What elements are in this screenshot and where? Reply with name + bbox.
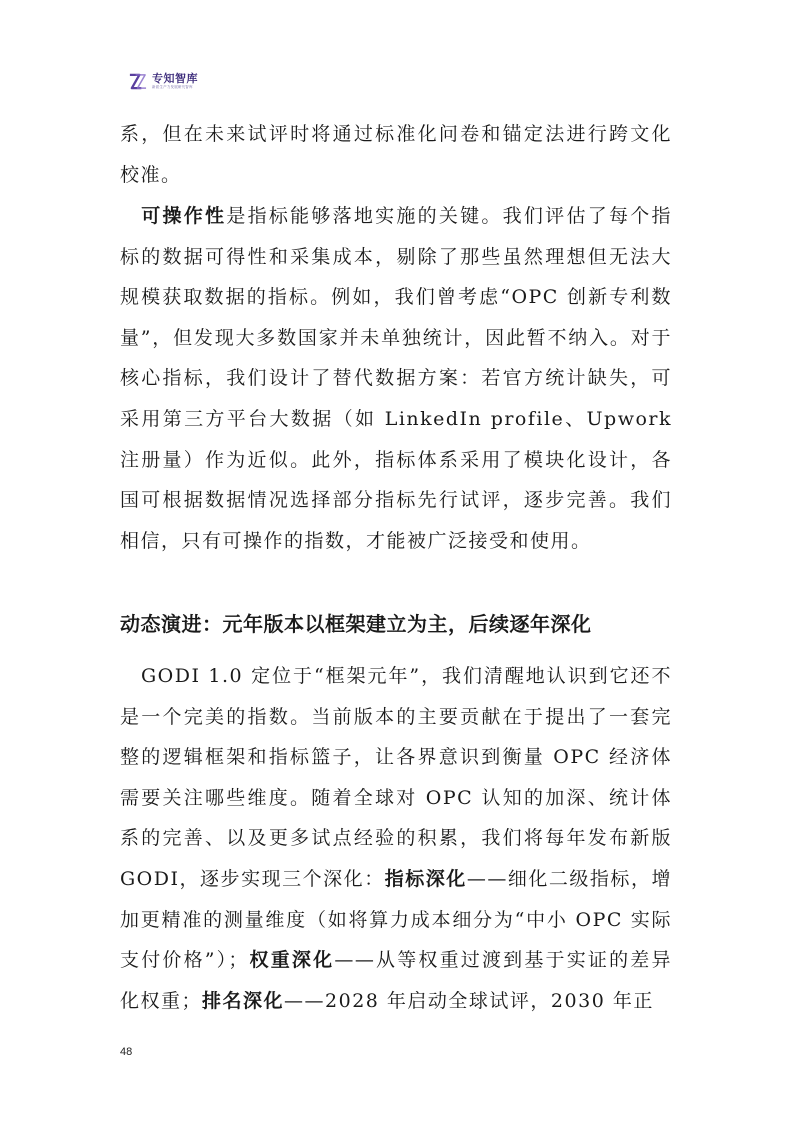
paragraph-text: ——2028 年启动全球试评，2030 年正: [284, 989, 654, 1012]
logo-subtitle: 新质生产力发展研究智库: [152, 85, 193, 90]
bold-term-operability: 可操作性: [141, 205, 227, 227]
header-logo: [128, 72, 198, 91]
logo-name: 专知智库: [152, 72, 198, 86]
paragraph-text: 是指标能够落地实施的关键。我们评估了每个指标的数据可得性和采集成本，剔除了那些虽然理想但无法大规模获取数据的指标。例如，我们曾考虑“OPC 创新专利数量”，但发现大多数国家并未单独统计，因此暂不纳入。对于核心指标，我们设计了替代数据方案：若官方统计缺失，可采用第三方平台大数据（如 LinkedIn profile、Upwork 注册量）作为近似。此外，指标体系采用了模块化设计，各国可根据数据情况选择部分指标先行试评，逐步完善。我们相信，只有可操作的指数，才能被广泛接受和使用。: [120, 205, 672, 552]
bold-term-ranking-deepening: 排名深化: [202, 989, 285, 1012]
paragraph-text: ——细化二级指标，增加更精准的测量维度（如将算力成本细分为“中小 OPC 实际支付价格”）；: [120, 867, 672, 972]
paragraph-text: GODI 1.0 定位于“框架元年”，我们清醒地认识到它还不是一个完美的指数。当前版本的主要贡献在于提出了一套完整的逻辑框架和指标篮子，让各界意识到衡量 OPC 经济体需要关注哪些维度。随着全球对 OPC 认知的加深、统计体系的完善、以及更多试点经验的积累，我们将每年发布新版 GODI，逐步实现三个深化：: [120, 665, 672, 890]
paragraph-text: 系，但在未来试评时将通过标准化问卷和锚定法进行跨文化校准。: [120, 123, 672, 186]
paragraph-operability: [120, 196, 672, 561]
bold-term-weight-deepening: 权重深化: [248, 949, 335, 972]
bold-term-indicator-deepening: 指标深化: [384, 867, 467, 890]
zhuanzhi-logo-icon: [128, 72, 147, 91]
paragraph-calibration: [120, 114, 672, 195]
paragraph-dynamic-evolution: [120, 656, 672, 1021]
page-number: 48: [120, 1046, 133, 1058]
paragraph-text: ——从等权重过渡到基于实证的差异化权重；: [120, 949, 672, 1012]
section-heading: 动态演进：元年版本以框架建立为主，后续逐年深化: [120, 612, 592, 636]
